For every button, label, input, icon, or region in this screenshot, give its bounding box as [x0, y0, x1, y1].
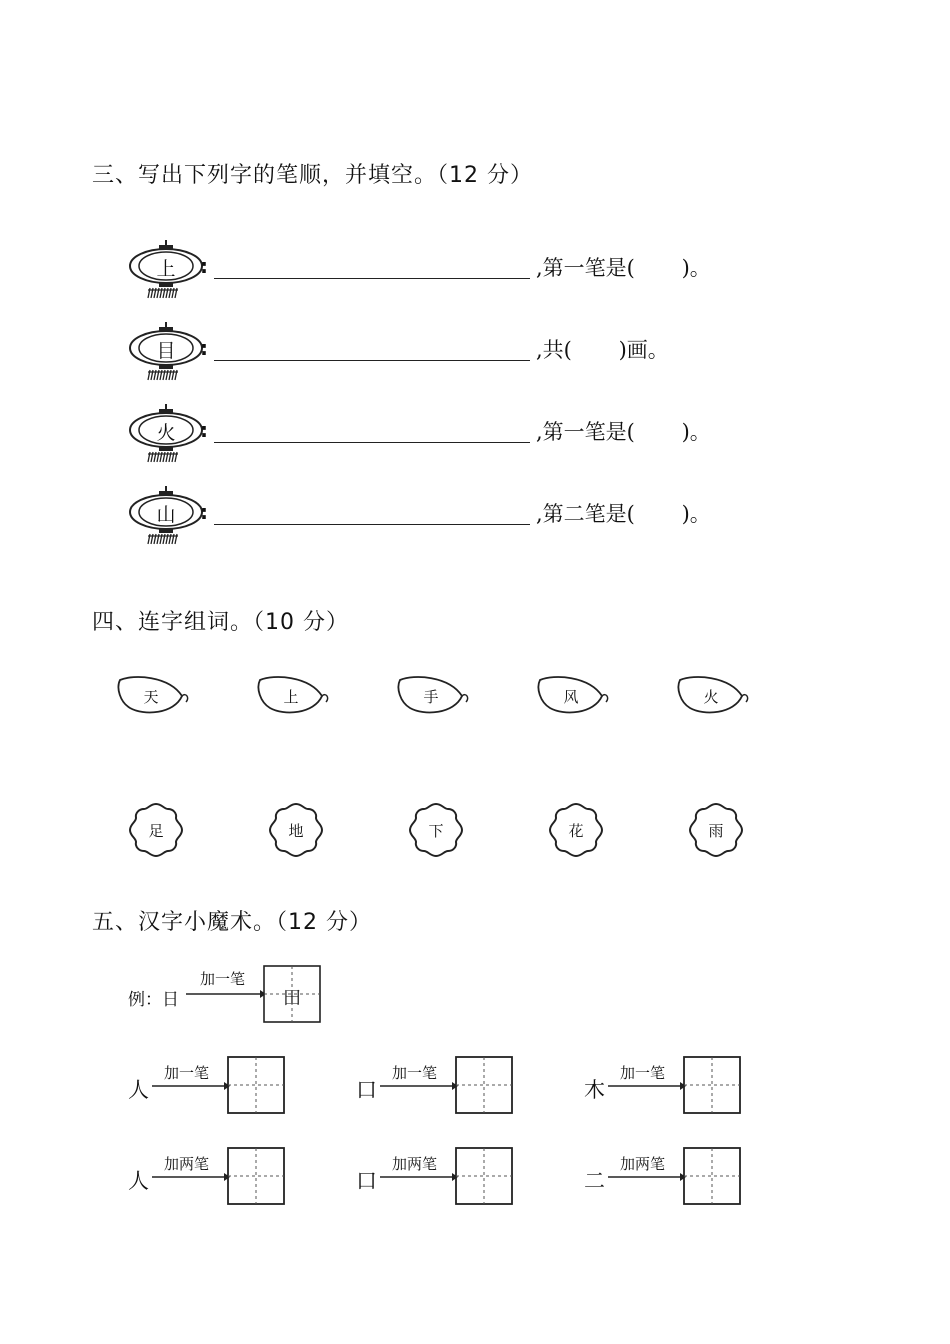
- task-label: 加两笔: [392, 1155, 438, 1173]
- source-character: 木: [584, 1078, 605, 1102]
- flower-card[interactable]: [266, 800, 326, 860]
- source-character: 口: [356, 1169, 377, 1193]
- leaf-card[interactable]: [394, 670, 474, 730]
- leaf-card[interactable]: [254, 670, 334, 730]
- answer-box[interactable]: [684, 1148, 740, 1204]
- magic-task: [356, 1147, 536, 1211]
- source-character: 口: [356, 1078, 377, 1102]
- example-label: 加一笔: [200, 970, 246, 988]
- stroke-order-answer-line[interactable]: [214, 360, 530, 361]
- magic-task: [584, 1056, 764, 1120]
- task-label: 加一笔: [392, 1064, 438, 1082]
- magic-task: [128, 1147, 308, 1211]
- lantern-character: 火: [156, 422, 176, 444]
- flower-character: 地: [288, 822, 304, 840]
- lantern-character: 山: [156, 504, 176, 526]
- colon: :: [200, 418, 208, 442]
- leaf-card[interactable]: [674, 670, 754, 730]
- magic-task: [584, 1147, 764, 1211]
- task-label: 加两笔: [620, 1155, 666, 1173]
- flower-card[interactable]: [406, 800, 466, 860]
- colon: :: [200, 500, 208, 524]
- source-character: 人: [128, 1169, 149, 1193]
- example-result-character: 田: [283, 988, 301, 1009]
- example-prefix: 例：日: [128, 990, 179, 1010]
- leaf-character: 上: [283, 688, 299, 706]
- colon: :: [200, 336, 208, 360]
- example-arrow-and-box: [186, 964, 326, 1028]
- source-character: 人: [128, 1078, 149, 1102]
- flower-card[interactable]: [546, 800, 606, 860]
- leaf-card[interactable]: [534, 670, 614, 730]
- flower-card[interactable]: [686, 800, 746, 860]
- section3-heading: 三、写出下列字的笔顺，并填空。（12 分）: [92, 163, 533, 188]
- answer-box[interactable]: [456, 1148, 512, 1204]
- stroke-order-row: [126, 486, 766, 556]
- fill-blank-question: ,共( )画。: [536, 338, 669, 362]
- magic-task: [128, 1056, 308, 1120]
- task-label: 加一笔: [164, 1064, 210, 1082]
- fill-blank-question: ,第一笔是( )。: [536, 256, 711, 280]
- leaf-card[interactable]: [114, 670, 194, 730]
- task-label: 加一笔: [620, 1064, 666, 1082]
- magic-task: [356, 1056, 536, 1120]
- leaf-character: 风: [563, 688, 579, 706]
- flower-character: 下: [428, 822, 444, 840]
- flower-card[interactable]: [126, 800, 186, 860]
- stroke-order-answer-line[interactable]: [214, 524, 530, 525]
- lantern-character: 目: [156, 340, 176, 362]
- source-character: 二: [584, 1169, 605, 1193]
- answer-box[interactable]: [684, 1057, 740, 1113]
- leaf-character: 手: [423, 688, 439, 706]
- colon: :: [200, 254, 208, 278]
- flower-character: 足: [148, 822, 164, 840]
- lantern-character: 上: [156, 258, 176, 280]
- answer-box[interactable]: [456, 1057, 512, 1113]
- stroke-order-row: [126, 322, 766, 392]
- stroke-order-answer-line[interactable]: [214, 442, 530, 443]
- flower-character: 花: [568, 822, 584, 840]
- leaf-character: 火: [703, 688, 719, 706]
- task-label: 加两笔: [164, 1155, 210, 1173]
- section5-heading: 五、汉字小魔术。（12 分）: [92, 910, 372, 935]
- answer-box[interactable]: [228, 1148, 284, 1204]
- fill-blank-question: ,第二笔是( )。: [536, 502, 711, 526]
- flower-character: 雨: [708, 822, 724, 840]
- stroke-order-row: [126, 404, 766, 474]
- section4-heading: 四、连字组词。（10 分）: [92, 610, 349, 635]
- answer-box[interactable]: [228, 1057, 284, 1113]
- fill-blank-question: ,第一笔是( )。: [536, 420, 711, 444]
- stroke-order-row: [126, 240, 766, 310]
- stroke-order-answer-line[interactable]: [214, 278, 530, 279]
- leaf-character: 天: [143, 688, 159, 706]
